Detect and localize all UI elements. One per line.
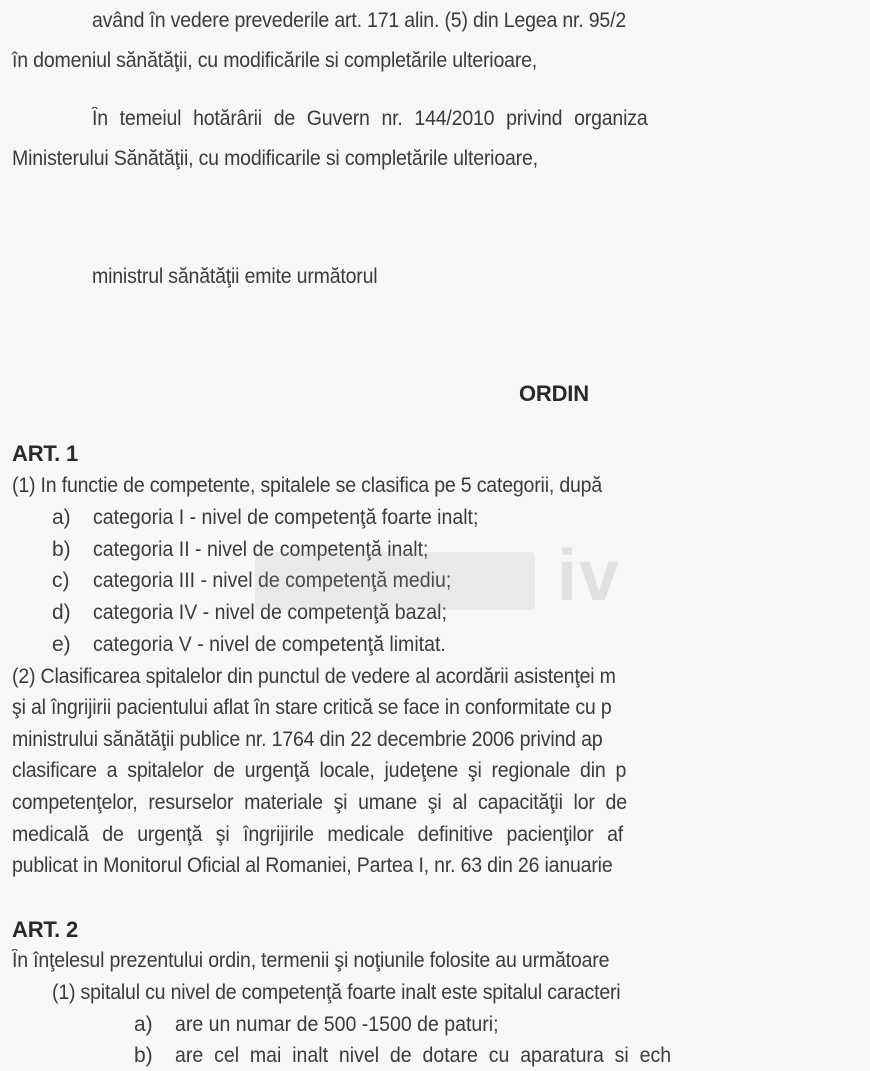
watermark-text: iv — [557, 536, 622, 616]
article-2-heading: ART. 2 — [12, 917, 79, 942]
preamble-line-5: ministrul sănătăţii emite următorul — [92, 265, 378, 288]
document-title: ORDIN — [519, 381, 589, 406]
article-1-paragraph-2-line-7: publicat in Monitorul Oficial al Romaniei, Partea I, nr. 63 din 26 ianuarie — [12, 854, 613, 877]
item-text: are cel mai inalt nivel de dotare cu aparatura si ech — [175, 1044, 672, 1067]
preamble-line-3: În temeiul hotărârii de Guvern nr. 144/2010 privind organiza — [92, 107, 648, 130]
article-2-subsection-1: (1) spitalul cu nivel de competenţă foarte inalt este spitalul caracteri — [52, 981, 621, 1004]
preamble-line-2: în domeniul sănătăţii, cu modificările si completările ulterioare, — [12, 49, 538, 72]
item-marker: b) — [134, 1044, 153, 1067]
preamble-line-4: Ministerului Sănătăţii, cu modificarile si completările ulterioare, — [12, 147, 538, 170]
item-marker: a) — [52, 506, 71, 529]
article-1-paragraph-2-line-5: competenţelor, resurselor materiale şi umane şi al capacităţii lor de — [12, 791, 627, 814]
item-marker: d) — [52, 601, 71, 624]
article-1-paragraph-2-line-4: clasificare a spitalelor de urgenţă locale, judeţene şi regionale din p — [12, 759, 627, 782]
article-1-paragraph-1: (1) In functie de competente, spitalele se clasifica pe 5 categorii, după — [12, 474, 603, 497]
item-text: categoria II - nivel de competenţă inalt; — [93, 538, 429, 561]
item-marker: a) — [134, 1013, 153, 1036]
article-1-paragraph-2-line-3: ministrului sănătăţii publice nr. 1764 din 22 decembrie 2006 privind ap — [12, 728, 603, 751]
item-marker: c) — [52, 569, 70, 592]
article-1-paragraph-2-line-2: şi al îngrijirii pacientului aflat în stare critică se face in conformitate cu p — [12, 696, 612, 719]
item-text: categoria III - nivel de competenţă mediu; — [93, 569, 452, 592]
item-text: are un numar de 500 -1500 de paturi; — [175, 1013, 499, 1036]
item-text: categoria IV - nivel de competenţă bazal; — [93, 601, 447, 624]
item-text: categoria I - nivel de competenţă foarte inalt; — [93, 506, 479, 529]
article-2-intro: În înţelesul prezentului ordin, termenii şi noţiunile folosite au următoare — [12, 949, 610, 972]
preamble-line-1: având în vedere prevederile art. 171 alin. (5) din Legea nr. 95/2 — [92, 9, 627, 32]
item-marker: e) — [52, 633, 71, 656]
article-1-paragraph-2-line-1: (2) Clasificarea spitalelor din punctul de vedere al acordării asistenţei m — [12, 665, 616, 688]
article-1-paragraph-2-line-6: medicală de urgenţă şi îngrijirile medicale definitive pacienţilor af — [12, 823, 624, 846]
item-marker: b) — [52, 538, 71, 561]
item-text: categoria V - nivel de competenţă limitat. — [93, 633, 446, 656]
article-1-heading: ART. 1 — [12, 441, 79, 466]
